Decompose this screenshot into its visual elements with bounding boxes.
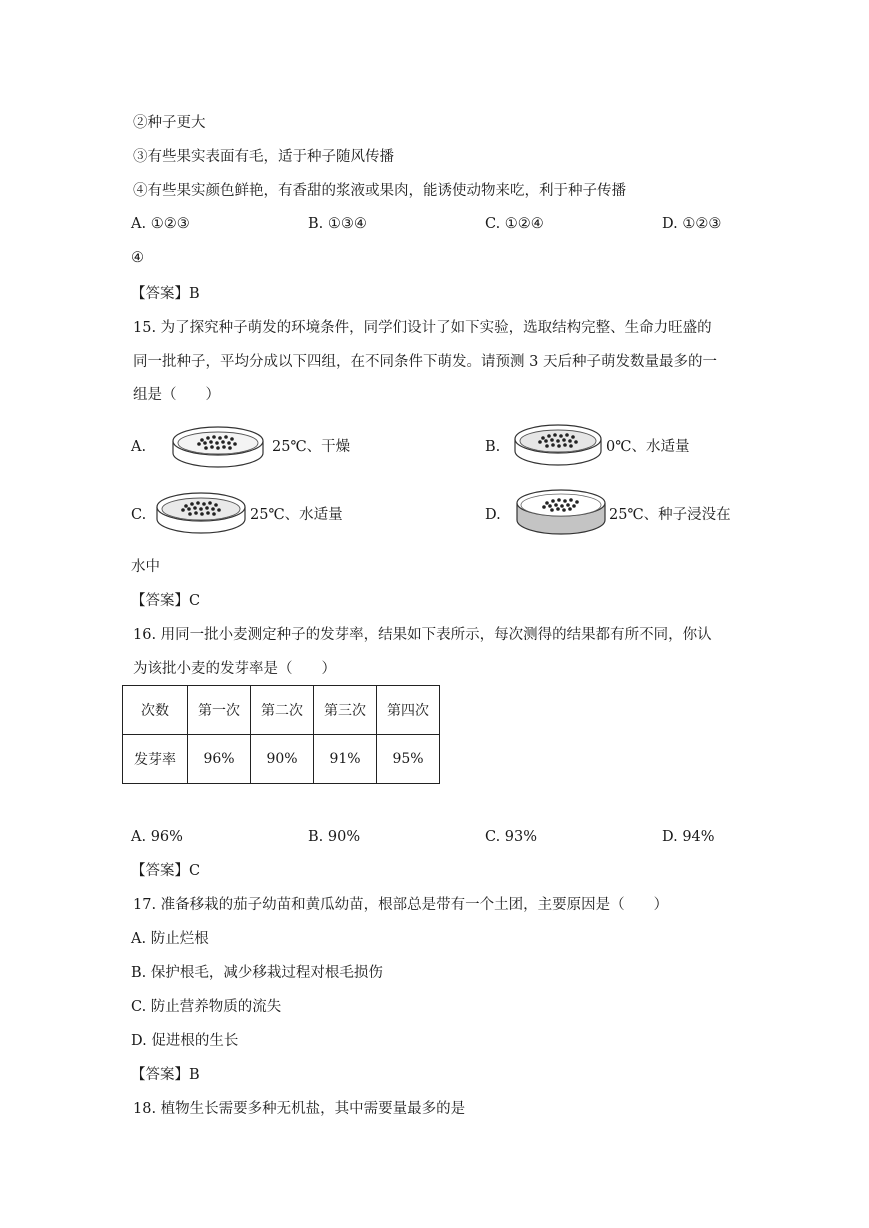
table-cell: 发芽率 (123, 735, 188, 784)
table-header-cell: 第一次 (188, 686, 251, 735)
q17-option-a: A. 防止烂根 (131, 931, 209, 947)
table-header-cell: 第二次 (251, 686, 314, 735)
q17-stem: 17. 准备移栽的茄子幼苗和黄瓜幼苗，根部总是带有一个土团，主要原因是（ ） (133, 897, 669, 913)
q15-stem-line-1: 15. 为了探究种子萌发的环境条件，同学们设计了如下实验，选取结构完整、生命力旺盛的 (133, 320, 712, 336)
petri-dish-cold-icon (512, 421, 604, 469)
petri-dish-submerged-icon (514, 487, 608, 537)
q16-option-b: B. 90% (308, 829, 361, 845)
table-header-row (123, 686, 440, 735)
q15-option-a-letter: A. (131, 439, 147, 455)
q15-option-d-label: 25℃、种子浸没在 (609, 507, 731, 523)
q14-option-a: A. ①②③ (131, 216, 190, 232)
q17-option-d: D. 促进根的生长 (131, 1033, 239, 1049)
q16-option-a: A. 96% (131, 829, 183, 845)
q17-option-c: C. 防止营养物质的流失 (131, 999, 282, 1015)
q15-option-d-letter: D. (485, 507, 501, 523)
petri-dish-dry-icon (170, 423, 266, 471)
germination-rate-table (122, 685, 440, 784)
q18-stem: 18. 植物生长需要多种无机盐，其中需要量最多的是 (133, 1101, 466, 1117)
q15-answer: 【答案】C (131, 593, 201, 609)
q14-option-d: D. ①②③ (662, 216, 722, 232)
table-cell: 90% (251, 735, 314, 784)
table-header-cell: 次数 (123, 686, 188, 735)
table-cell: 91% (314, 735, 377, 784)
q15-stem-line-3: 组是（ ） (133, 387, 220, 403)
q14-option-c: C. ①②④ (485, 216, 544, 232)
table-header-cell: 第四次 (377, 686, 440, 735)
q16-option-d: D. 94% (662, 829, 715, 845)
q17-option-b: B. 保护根毛，减少移栽过程对根毛损伤 (131, 965, 383, 981)
table-cell: 95% (377, 735, 440, 784)
q15-option-b-label: 0℃、水适量 (606, 439, 690, 455)
q14-answer: 【答案】B (131, 286, 200, 302)
petri-dish-moist-icon (154, 489, 248, 537)
q16-stem-line-2: 为该批小麦的发芽率是（ ） (133, 661, 336, 677)
q17-answer: 【答案】B (131, 1067, 200, 1083)
q16-stem-line-1: 16. 用同一批小麦测定种子的发芽率，结果如下表所示，每次测得的结果都有所不同，你认 (133, 627, 712, 643)
q15-option-c-letter: C. (131, 507, 147, 523)
q15-stem-line-2: 同一批种子，平均分成以下四组，在不同条件下萌发。请预测 3 天后种子萌发数量最多的一 (133, 354, 717, 370)
q14-option-d-wrap: ④ (131, 250, 144, 266)
q16-answer: 【答案】C (131, 863, 201, 879)
table-cell: 96% (188, 735, 251, 784)
q14-line-3: ③有些果实表面有毛，适于种子随风传播 (133, 149, 394, 165)
q15-option-a-label: 25℃、干燥 (272, 439, 351, 455)
q14-line-2: ②种子更大 (133, 115, 206, 131)
q14-line-4: ④有些果实颜色鲜艳，有香甜的浆液或果肉，能诱使动物来吃，利于种子传播 (133, 183, 626, 199)
q14-option-b: B. ①③④ (308, 216, 367, 232)
q15-option-d-wrap: 水中 (131, 559, 160, 575)
table-header-cell: 第三次 (314, 686, 377, 735)
q16-option-c: C. 93% (485, 829, 538, 845)
q15-option-b-letter: B. (485, 439, 501, 455)
q15-option-c-label: 25℃、水适量 (250, 507, 343, 523)
table-row (123, 735, 440, 784)
